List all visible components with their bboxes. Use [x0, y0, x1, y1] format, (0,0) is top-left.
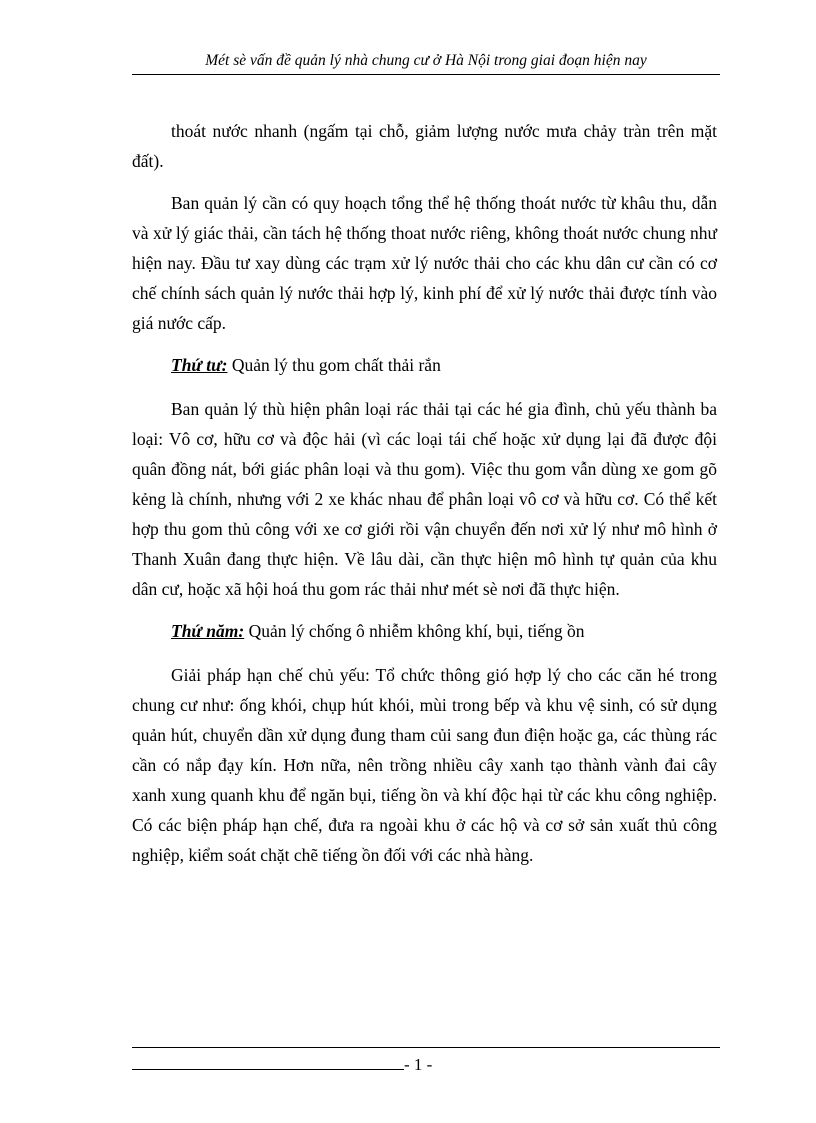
paragraph-4: Giải pháp hạn chế chủ yếu: Tổ chức thông gió hợp lý cho các căn hé trong chung cư như: ống khói, chụp hút khói, mùi trong bếp và khu vệ sinh, có sử dụng quản hút, chuyển dần xử dụng đung tham củi sang đun điện hoặc ga, các thùng rác cần có nắp đạy kín. Hơn nữa, nên trồng nhiều cây xanh tạo thành vành đai cây xanh xung quanh khu để ngăn bụi, tiếng ồn và khí độc hại từ các khu công nghiệp. Có các biện pháp hạn chế, đưa ra ngoài khu ở các hộ và cơ sở sản xuất thủ công nghiệp, kiểm soát chặt chẽ tiếng ồn đối với các nhà hàng.	[132, 665, 717, 865]
page-header: Mét sè vấn đề quản lý nhà chung cư ở Hà Nội trong giai đoạn hiện nay	[205, 52, 647, 69]
section-lead-5: Thứ năm:	[171, 621, 245, 641]
footer-divider	[132, 1047, 720, 1048]
footer-underline	[132, 1053, 404, 1070]
header-divider	[132, 74, 720, 75]
section-heading-5	[132, 616, 717, 646]
paragraph-2: Ban quản lý cần có quy hoạch tổng thể hệ thống thoát nước từ khâu thu, dẫn và xử lý giác thải, cần tách hệ thống thoat nước riêng, không thoát nước chung như hiện nay. Đầu tư xay dùng các trạm xử lý nước thải cho các khu dân cư cần có cơ chế chính sách quản lý nước thải hợp lý, kinh phí để xử lý nước thải được tính vào giá nước cấp.	[132, 193, 717, 333]
page-footer	[132, 1053, 552, 1075]
section-lead-4: Thứ tư:	[171, 355, 228, 375]
paragraph-1: thoát nước nhanh (ngấm tại chỗ, giảm lượng nước mưa chảy tràn trên mặt đất).	[132, 121, 717, 171]
paragraph-3: Ban quản lý thù hiện phân loại rác thải tại các hé gia đình, chủ yếu thành ba loại: Vô cơ, hữu cơ và độc hải (vì các loại tái chế hoặc xử dụng lại đã được đội quân đồng nát, bới giác phân loại và thu gom). Việc thu gom vẫn dùng xe gom gõ kẻng là chính, nhưng với 2 xe khác nhau để phân loại vô cơ và hữu cơ. Có thể kết hợp thu gom thủ công với xe cơ giới rồi vận chuyển đến nơi xử lý như mô hình ở Thanh Xuân đang thực hiện. Về lâu dài, cần thực hiện mô hình tự quản của khu dân cư, hoặc xã hội hoá thu gom rác thải như mét sè nơi đã thực hiện.	[132, 399, 717, 599]
section-title-4: Quản lý thu gom chất thải rắn	[227, 355, 441, 375]
document-body	[132, 116, 717, 882]
page-number: - 1 -	[404, 1055, 433, 1074]
section-heading-4	[132, 350, 717, 380]
section-title-5: Quản lý chống ô nhiễm không khí, bụi, tiếng ồn	[244, 621, 585, 641]
